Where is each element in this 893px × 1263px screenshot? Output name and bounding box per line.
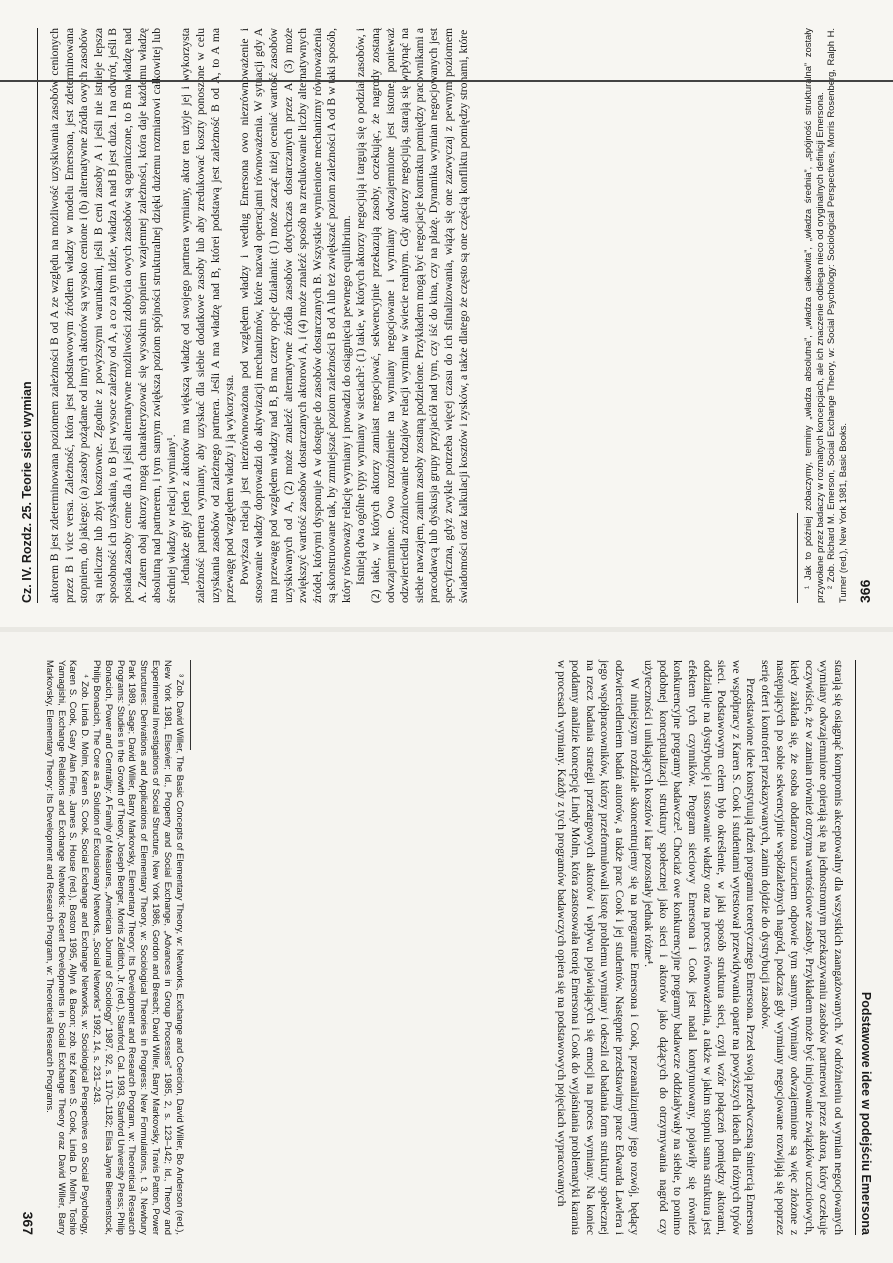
page-366 <box>0 0 893 631</box>
running-head-left: Cz. IV. Rozdz. 25. Teorie sieci wymian <box>20 28 38 603</box>
scan-edge-line <box>0 80 893 82</box>
footnote-rule <box>797 513 798 603</box>
paragraph: Istnieją dwa ogólne typy wymiany w sieciach²: (1) takie, w których aktorzy negocjują i targują się o podział zasobów, i (2) takie, w których aktorzy zamiast negocjować, sekwencyjnie przekazują zasoby, oczekując, że nagrody zostaną odwzajemnione. Owo rozróżnienie na wymiany negocjowane i wymiany odwzajemnione jest istotne, ponieważ odzwierciedla zróżnicowanie rodzajów relacji wymian w świecie realnym. Gdy aktorzy negocjują, starają się wpłynąć na siebie nawzajem, zanim zasoby zostaną podzielone. Przykładem mogą być negocjacje kontraktu pomiędzy pracownikami a pracodawcą lub dyskusja grupy przyjaciół nad tym, czy iść do kina, czy na plażę. Dynamika wymian negocjowanych jest specyficzna, gdyż zwykle potrzeba więcej czasu do ich sfinalizowania, wiążą się one zazwyczaj z pewnym poziomem świadomości oraz kalkulacji kosztów i zysków, a także dlatego że często są one częścią konfliktu pomiędzy stronami, które <box>354 28 470 603</box>
footnote: ¹ Jak to później zobaczymy, terminy „władza absolutna”, „władza całkowita”, „władza średnia”, „spójność strukturalna” zostały przywołane przez badaczy w rozmaitych koncepcjach, ale ich znaczenie odbiega nieco od oryginalnych definicji Emersona. <box>801 28 825 603</box>
footnote: ² Zob. Richard M. Emerson, Social Exchange Theory, w: Social Psychology: Sociological Perspectives, Morris Rosenberg, Ralph H. Turner (red.), New York 1981, Basic Books. <box>825 28 849 603</box>
page-367 <box>0 632 893 1263</box>
footnotes-right <box>44 660 191 1235</box>
paragraph: Jednakże gdy jeden z aktorów ma większą władzę od swojego partnera wymiany, aktor ten użyje jej i wykorzysta zależność partnera wymiany, aby uzyskać dla siebie dodatkowe zasoby lub aby zredukować koszty ponoszone w celu uzyskania zasobów od zależnego partnera. Jeśli A ma władzę nad B, którei podstawą jest zależność B od A, to A ma przewagę pod względem władzy i ją wykorzysta. <box>179 28 237 603</box>
page-number-left: 366 <box>857 579 873 603</box>
running-head-right: Podstawowe idee w podejściu Emersona <box>855 660 873 1235</box>
body-text-left <box>48 28 471 603</box>
footnotes-left <box>797 28 849 603</box>
footnote: ³ Zob. David Willer, The Basic Concepts of Elementary Theory, w: Networks, Exchange and Coercion, David Willer, Bo Anderson (red.), New York 1981, Elsevier; Id., Property and Social Exchange, „Advances in Group Processes” 1985, 2, s. 123–142; Id., Theory and Experimental Investigations of Social Structure, New York 1986, Gordon and Breach; David Willer, Barry Markovsky, Travis Patton, Power Structures: Derivations and Applications of Elementary Theory, w: Sociological Theories in Progress: New Formulations, t. 3, Newbury Park 1989, Sage; David Willer, Barry Markovsky, Elementary Theory: Its Development and Research Program, w: Theoretical Research Programs: Studies in the Growth of Theory, Joseph Berger, Morris Zelditch, Jr. (red.), Stanford, Cal. 1993, Stanford University Press; Philip Bonacich, Power and Centrality: A Family of Measures, „American Journal of Sociology” 1987, 92, s. 1170–1182; Elisa Jayne Bienenstock, Philip Bonacich, The Core as a Solution of Exclusionary Networks, „Social Networks” 1992, 14, s. 231–243. <box>91 660 186 1235</box>
paragraph: Przedstawione idee konstytuują rdzeń programu teoretycznego Emersona. Przed swoją przedwczesną śmiercią Emerson we współpracy z Karen S. Cook i studentami wytestował przewidywania oparte na powyższych ideach dla różnych typów sieci. Podstawowym celem było określenie, w jaki sposób struktura sieci, czyli wzór połączeń pomiędzy aktorami, oddziałuje na dystrybucję i stosowanie władzy oraz na proces równoważenia, a także w jakim stopniu sama struktura jest efektem tych czynników. Program sieciowy Emersona i Cook jest nadal kontynuowany, pojawiły się również konkurencyjne programy badawcze³. Chociaż owe konkurencyjne programy badawcze oddziaływały na siebie, to ponimo podobnej konceptualizacji struktury społecznej jako sieci i aktorów jako dążących do otrzymywania nagród czy użyteczności i unikających kosztów i kar pozostały jednak różne⁴. <box>642 660 758 1235</box>
page-366-content <box>0 0 893 631</box>
paragraph: Powyższa relacja jest niezrównoważona pod względem władzy i według Emersona owo niezrównoważenie i stosowanie władzy doprowadzi do aktywizacji mechanizmów, które nazwał operacjami równoważenia. W sytuacji gdy A ma przewagę pod względem władzy nad B, B ma cztery opcje działania: (1) może zacząć niżej oceniać wartość zasobów uzyskiwanych od A, (2) może znaleźć alternatywne źródła zasobów dotychczas dostarczanych przez A, (3) może zwiększyć wartość zasobów dostarczanych aktorowi A, i (4) może znaleźć sposób na zredukowanie liczby alternatywnych źródeł, którymi dysponuje A w dostępie do zasobów dostarczanych B. Wszystkie wymienione mechanizmy równoważenia są skonstruowane tak, by zmniejszać poziom zależności B od A lub też zwiększać poziom zależności A od B w taki sposób, który równoważy relację wymiany i prowadzi do osiągnięcia pewnego equilibrium. <box>237 28 353 603</box>
paragraph: aktorem B jest zdeterminowana poziomem zależności B od A ze względu na możliwość uzyskiwania zasobów cenionych przez B i vice versa. Zależność, która jest podstawowym źródłem władzy w modelu Emersona, jest zdeterminowana stopniem, do jakiego: (a) zasoby pożądane od innych aktorów są wysoko cenione i (b) alternatywne źródła owych zasobów są nieliczne lub zbyt kosztowne. Zgodnie z powyższymi warunkami, jeśli B ceni zasoby A i jeśli nie istnieje lepsza sposobność ich uzyskania, to B jest wysoce zależny od A, a co za tym idzie, władza A nad B jest duża. I na odwrót, jeśli B posiada zasoby cenne dla A i jeśli alternatywne możliwości zdobycia owych zasobów są ograniczone, to B ma władzę nad A. Zatem obaj aktorzy mogą charakteryzować się wysokim stopniem wzajemnej zależności, która daje każdemu władzę absolutną nad partnerem, i tym samym zwiększa poziom spójności strukturalnej dzięki dużemu rozmiarowi całkowitej lub średniej władzy w relacji wymiany¹. <box>48 28 178 603</box>
page-367-content <box>0 632 893 1263</box>
paragraph: starają się osiągnąć kompromis akceptowalny dla wszystkich zaangażowanych. W odróżnieniu od wymian negocjowanych wymiany odwzajemnione opierają się na jednostronnym przekazywaniu zasobów partnerowi przez aktora, który oczekuje oczywiście, że w zamian również otrzyma wartościowe zasoby. Przykładem może być inicjowanie związków uczuciowych, kiedy zakłada się, że osoba obdarzona uczuciem odpowie tym samym. Wymiany odwzajemnione są więc złożone z następujących po sobie sekwencyjnie współzależnych nagród, podczas gdy wymiany negocjowane rozwijają się poprzez serię ofert i kontrofert przekazywanych, zanim dojdzie do dystrybucji zasobów. <box>759 660 845 1235</box>
page-number-right: 367 <box>20 1211 36 1235</box>
footnote: ⁴ Zob. Linda D. Molm, Karen S. Cook, Social Exchange and Exchange Networks, w: Sociological Perspectives on Social Psychology, Karen S. Cook, Gary Alan Fine, James S. House (red.), Boston 1995, Allyn & Bacon; zob. też Karen S. Cook, Linda D. Molm, Toshio Yamagishi, Exchange Relations and Exchange Networks: Recent Developments in Social Exchange Theory oraz David Willer, Barry Markovsky, Elementary Theory: Its Development and Research Program, w: Theoretical Research Programs. <box>44 660 92 1235</box>
paragraph: W niniejszym rozdziale skoncentrujemy się na programie Emersona i Cook, przeanalizujemy jego rozwój, będący odzwierciedleniem badań autorów, a także prac Cook i jej studentów. Następnie przedstawimy prace Edwarda Lawlera i jego współpracowników, którzy przeformułowali istotę problemu wymiany i odeszli od badania form struktury społecznej na rzecz badania strategii przetargowych aktorów i wpływu pojawiających się emocji na proces wymiany. Na koniec poddamy analizie koncepcję Lindy Molm, która zastosowała teorię Emersona i Cook do wyjaśniania problematyki karania w procesach wymiany. Każdy z tych programów badawczych opiera się na podstawowych pojęciach wypracowanych <box>554 660 641 1235</box>
body-text-right <box>553 660 845 1235</box>
footnote-rule <box>190 660 191 750</box>
